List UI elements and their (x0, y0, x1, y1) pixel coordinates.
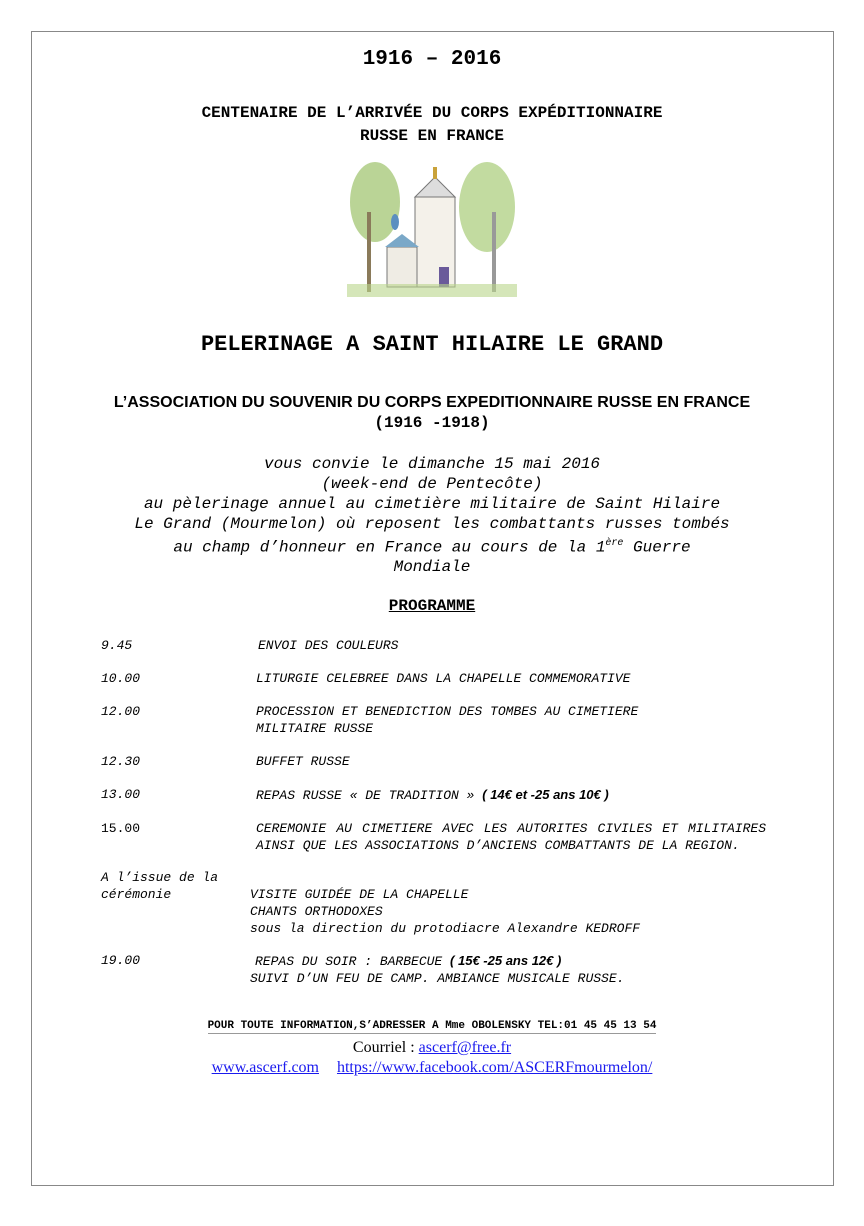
invitation-text-part: Guerre (623, 538, 691, 557)
contact-info-text: POUR TOUTE INFORMATION,S’ADRESSER A Mme OBOLENSKY TEL:01 45 45 13 54 (207, 1020, 657, 1032)
invitation-line: (week-end de Pentecôte) (321, 475, 543, 493)
programme-time: 12.00 (101, 704, 141, 719)
programme-time (101, 869, 218, 903)
facebook-link[interactable]: https://www.facebook.com/ASCERFmourmelon/ (336, 1059, 653, 1076)
item-line: VISITE GUIDÉE DE LA CHAPELLE (250, 887, 469, 902)
association-line: L’ASSOCIATION DU SOUVENIR DU CORPS EXPEDITIONNAIRE RUSSE EN FRANCE (113, 394, 751, 411)
programme-item: PROCESSION ET BENEDICTION DES TOMBES AU CIMETIERE MILITAIRE RUSSE (256, 704, 639, 736)
email-label: Courriel : (352, 1039, 419, 1056)
time-line: cérémonie (101, 887, 172, 902)
time-line: A l’issue de la (101, 870, 219, 885)
invitation-line: Le Grand (Mourmelon) où reposent les combattants russes tombés (134, 515, 730, 533)
programme-item (250, 886, 640, 937)
programme-time: 19.00 (101, 953, 141, 968)
centenary-heading (0, 102, 864, 148)
programme-item: LITURGIE CELEBREE DANS LA CHAPELLE COMMEMORATIVE (256, 671, 631, 686)
invitation-line: vous convie le dimanche 15 mai 2016 (263, 455, 601, 473)
page-title: PELERINAGE A SAINT HILAIRE LE GRAND (200, 332, 664, 357)
invitation-text (0, 454, 864, 577)
price: ( 14€ et -25 ans 10€ ) (482, 787, 609, 802)
programme-item-text: REPAS RUSSE « DE TRADITION » (256, 788, 483, 803)
programme-item-text: REPAS DU SOIR : BARBECUE (255, 954, 451, 969)
email-line (0, 1039, 864, 1057)
item-line: SUIVI D’UN FEU DE CAMP. AMBIANCE MUSICALE RUSSE. (250, 971, 625, 986)
programme-time: 10.00 (101, 671, 141, 686)
programme-item (256, 786, 766, 804)
price: ( 15€ -25 ans 12€ ) (450, 953, 562, 968)
programme-time: 9.45 (101, 638, 133, 653)
item-line: CHANTS ORTHODOXES (250, 904, 383, 919)
invitation-text-part: au champ d’honneur en France au cours de la 1 (173, 538, 606, 557)
chapel-illustration (347, 152, 517, 297)
item-line: sous la direction du protodiacre Alexandre KEDROFF (250, 921, 641, 936)
years-heading: 1916 – 2016 (362, 48, 502, 71)
website-link[interactable]: www.ascerf.com (211, 1059, 319, 1076)
programme-time: 12.30 (101, 754, 141, 769)
programme-item: CEREMONIE AU CIMETIERE AVEC LES AUTORITES CIVILES ET MILITAIRES AINSI QUE LES ASSOCIATIONS D’ANCIENS COMBATTANTS DE LA REGION. (256, 821, 766, 853)
programme-item: ENVOI DES COULEURS (258, 638, 399, 653)
association-dates: (1916 -1918) (374, 414, 490, 432)
contact-info (0, 1020, 864, 1034)
item-line (250, 952, 624, 970)
superscript: ère (605, 538, 624, 549)
programme-time: 13.00 (101, 787, 141, 802)
programme-item: BUFFET RUSSE (256, 754, 350, 769)
programme-time: 15.00 (101, 821, 141, 836)
association-heading (0, 393, 864, 433)
web-links (0, 1059, 864, 1077)
programme-heading-text: PROGRAMME (388, 597, 476, 615)
invitation-line: Mondiale (393, 558, 471, 577)
centenary-line: RUSSE EN FRANCE (359, 127, 505, 145)
programme-item (250, 952, 624, 987)
programme-heading (0, 597, 864, 615)
centenary-line: CENTENAIRE DE L’ARRIVÉE DU CORPS EXPÉDITIONNAIRE (201, 104, 663, 122)
invitation-line: au pèlerinage annuel au cimetière militaire de Saint Hilaire (143, 495, 721, 513)
invitation-line (0, 534, 864, 557)
email-link[interactable]: ascerf@free.fr (418, 1039, 512, 1056)
